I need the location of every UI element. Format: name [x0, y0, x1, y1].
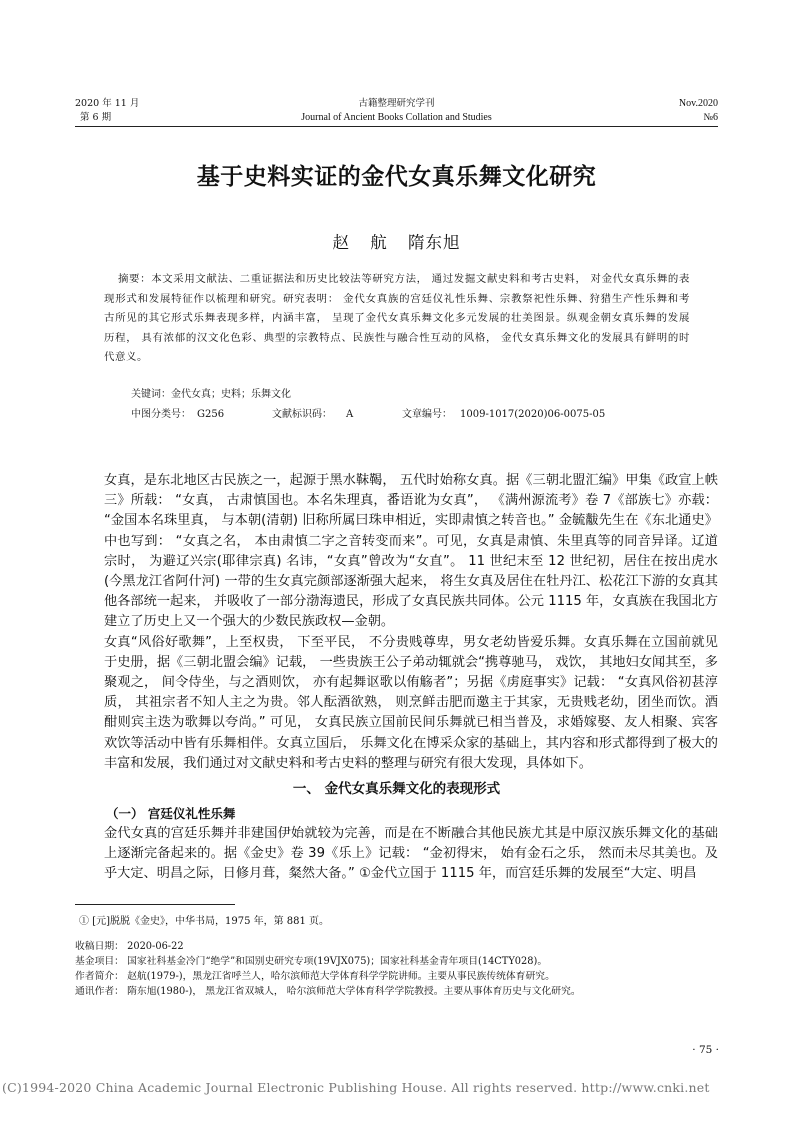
doc-code-value: A — [346, 409, 354, 420]
keywords-value: 金代女真；史料；乐舞文化 — [171, 389, 291, 400]
header-date-en: Nov.2020 — [678, 98, 718, 109]
abstract-label: 摘要： — [118, 273, 152, 285]
clc-label: 中图分类号： — [131, 409, 191, 420]
fund-info: 基金项目： 国家社科基金冷门“绝学”和国别史研究专项(19VJX075)；国家社科基金青年项目(14CTY028)。 — [75, 956, 548, 967]
clc — [131, 405, 224, 420]
footnote-rule — [75, 904, 235, 905]
header-issue: 第 6 期 — [80, 112, 112, 123]
page-number: · 75 · — [692, 1044, 719, 1056]
article-title: 基于史料实证的金代女真乐舞文化研究 — [196, 164, 597, 190]
received-date: 收稿日期： 2020-06-22 — [75, 941, 184, 952]
body-paragraphs-intro — [104, 471, 718, 774]
article-id-value: 1009-1017(2020)06-0075-05 — [460, 409, 606, 420]
article-authors: 赵 航 隋东旭 — [332, 233, 461, 252]
paragraph-2: 女真“风俗好歌舞”，上至权贵， 下至平民， 不分贵贱尊卑，男女老幼皆爱乐舞。女真乐舞在立国前就见于史册，据《三朝北盟会编》记载， 一些贵族王公子弟动辄就会“携尊驰马， 戏饮， 其地妇女闻其至，多聚观之， 间令侍坐，与之酒则饮， 亦有起舞讴歌以侑觞者”；另据《虏庭事实》记载： “女真风俗初甚淳质， 其祖宗者不知人主之为贵。邻人酝酒欲熟， 则烹鲜击肥而邀主于其家，无贵贱老幼，团坐而饮。酒酣则宾主迭为歌舞以夸尚。” 可见， 女真民族立国前民间乐舞就已相当普及，求婚嫁娶、友人相聚、宾客欢饮等活动中皆有乐舞相伴。女真立国后， 乐舞文化在博采众家的基础上，其内容和形式都得到了极大的丰富和发展，我们通过对文献史料和考古史料的整理与研究有很大发现，具体如下。 — [104, 634, 718, 771]
header-issue-en: №6 — [703, 112, 718, 123]
header-rule — [75, 126, 718, 127]
header-date: 2020 年 11 月 — [75, 98, 140, 109]
clc-value: G256 — [197, 409, 225, 420]
abstract — [104, 270, 690, 368]
author-2-info: 通讯作者： 隋东旭(1980-)， 黑龙江省双城人， 哈尔滨师范大学体育科学学院教授。主要从事体育历史与文化研究。 — [75, 986, 581, 997]
doc-code — [272, 405, 353, 420]
header-journal-en: Journal of Ancient Books Collation and Studies — [301, 112, 492, 123]
header-journal-cn: 古籍整理研究学刊 — [358, 98, 435, 109]
footnote-1: ① [元]脱脱《金史》，中华书局，1975 年，第 881 页。 — [79, 916, 330, 927]
subsection-heading-1: （一） 宫廷仪礼性乐舞 — [106, 806, 236, 821]
copyright-watermark: (C)1994-2020 China Academic Journal Electronic Publishing House. All rights reserved. http://www.cnki.net — [2, 1080, 710, 1095]
abstract-text: 本文采用文献法、二重证据法和历史比较法等研究方法， 通过发掘文献史料和考古史料， 对金代女真乐舞的表现形式和发展特征作以梳理和研究。研究表明： 金代女真族的宫廷仪礼性乐舞、宗教祭祀性乐舞、狩猎生产性乐舞和考古所见的其它形式乐舞表现多样，内涵丰富， 呈现了金代女真乐舞文化多元发展的壮美图景。纵观金朝女真乐舞的发展历程， 具有浓郁的汉文化色彩、典型的宗教特点、民族性与融合性互动的风格， 金代女真乐舞文化的发展具有鲜明的时代意义。 — [104, 273, 690, 363]
paragraph-3: 金代女真的宫廷乐舞并非建国伊始就较为完善，而是在不断融合其他民族尤其是中原汉族乐舞文化的基础上逐渐完备起来的。据《金史》卷 39《乐上》记载： “金初得宋， 始有金石之乐， 然而未尽其美也。及乎大定、明昌之际，日修月葺，粲然大备。” ①金代立国于 1115 年，而宫廷乐舞的发展至“大定、明昌 — [104, 826, 718, 882]
author-1-info: 作者简介： 赵航(1979-)，黑龙江省呼兰人，哈尔滨师范大学体育科学学院讲师。主要从事民族传统体育研究。 — [75, 971, 555, 982]
article-id-label: 文章编号： — [402, 409, 452, 420]
keywords — [131, 385, 291, 400]
keywords-label: 关键词： — [131, 389, 171, 400]
section-heading-1: 一、 金代女真乐舞文化的表现形式 — [292, 781, 501, 797]
article-id — [402, 405, 605, 420]
doc-code-label: 文献标识码： — [272, 409, 332, 420]
body-paragraph-3-wrap — [104, 824, 718, 885]
paragraph-1: 女真，是东北地区古民族之一，起源于黑水靺鞨， 五代时始称女真。据《三朝北盟汇编》甲集《政宣上帙三》所载： “女真， 古肃慎国也。本名朱理真，番语讹为女真”， 《满州源流考》卷 7《部族七》亦载： “金国本名珠里真， 与本朝(清朝) 旧称所属曰珠申相近，实即肃慎之转音也。” 金毓黻先生在《东北通史》中也写到： “女真之名， 本由肃慎二字之音转变而来”。可见，女真是肃慎、朱里真等的同音异译。辽道宗时， 为避辽兴宗(耶律宗真) 名讳，“女真”曾改为“女直”。 11 世纪末至 12 世纪初，居住在按出虎水(今黑龙江省阿什河) 一带的生女真完颜部逐渐强大起来， 将生女真及居住在牡丹江、松花江下游的女真其他各部统一起来， 并吸收了一部分渤海遗民，形成了女真民族共同体。公元 1115 年，女真族在我国北方建立了历史上又一个强大的少数民族政权—金朝。 — [104, 473, 718, 630]
